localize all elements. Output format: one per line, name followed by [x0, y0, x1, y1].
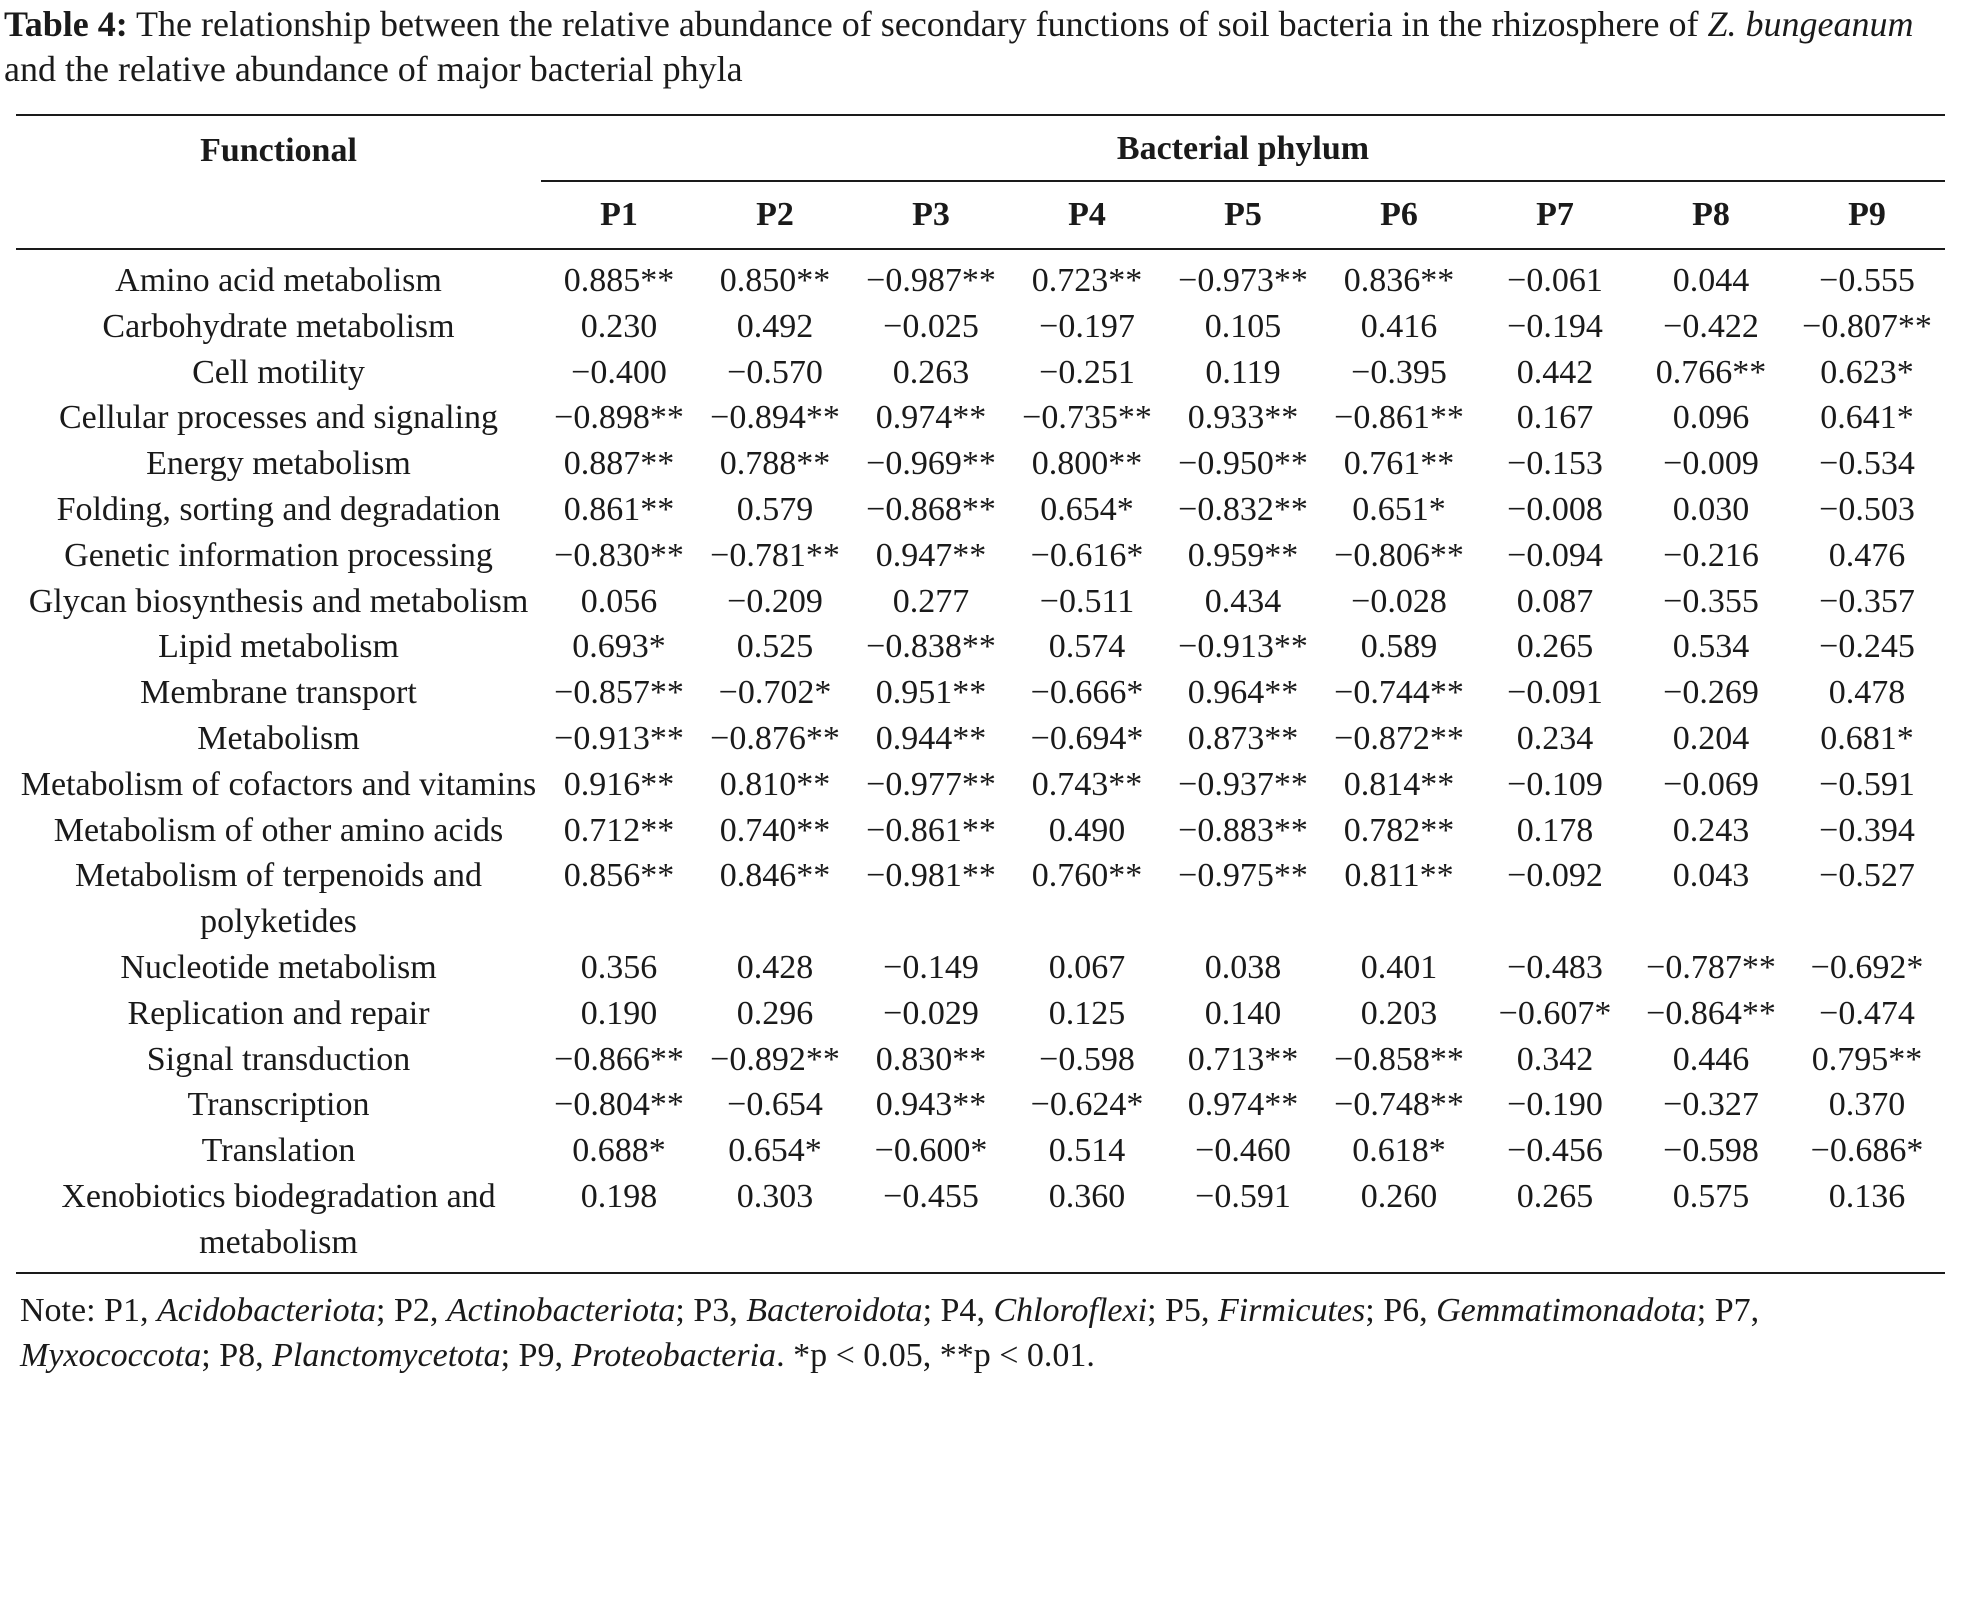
correlation-value-p9: 0.476	[1828, 536, 1906, 574]
correlation-value-p7: 0.342	[1516, 1040, 1594, 1078]
correlation-value-p6: 0.401	[1360, 948, 1438, 986]
correlation-value-p7: −0.092	[1507, 857, 1603, 895]
correlation-value-p4: 0.574	[1048, 628, 1126, 666]
correlation-value-p9: −0.807**	[1802, 307, 1932, 345]
caption-species: Z. bungeanum	[1707, 4, 1914, 44]
correlation-value-p7: 0.265	[1516, 628, 1594, 666]
table-row	[16, 853, 1945, 945]
table-row	[16, 1174, 1945, 1273]
caption-text-2: and the relative abundance of major bacterial phyla	[4, 49, 743, 89]
correlation-value-p5: 0.140	[1204, 994, 1282, 1032]
correlation-value-p9: −0.394	[1819, 811, 1915, 849]
table-note: Note: P1, Acidobacteriota; P2, Actinobacteriota; P3, Bacteroidota; P4, Chloroflexi; P5, Firmicutes; P6, Gemmatimonadota; P7, Myxococcota; P8, Planctomycetota; P9, Proteobacteria. *p < 0.05, **p < 0.01.	[20, 1291, 1760, 1374]
correlation-value-p3: −0.455	[853, 1174, 1009, 1273]
correlation-value-p5: −0.883**	[1178, 811, 1308, 849]
correlation-value-p4: 0.760**	[1031, 857, 1143, 895]
table-row	[16, 350, 1945, 396]
correlation-value-p8: −0.598	[1663, 1132, 1759, 1170]
correlation-value-p1: 0.688*	[572, 1132, 666, 1170]
table-row	[16, 945, 1945, 991]
correlation-value-p5: 0.933**	[1187, 399, 1299, 437]
correlation-value-p9: −0.474	[1819, 994, 1915, 1032]
correlation-value-p3: −0.981**	[866, 857, 996, 895]
correlation-value-p6: 0.651*	[1352, 490, 1446, 528]
correlation-value-p3: −0.987**	[866, 262, 996, 299]
correlation-value-p1: −0.857**	[554, 674, 684, 712]
table-row	[16, 991, 1945, 1037]
correlation-value-p3: 0.943**	[875, 1086, 987, 1124]
correlation-value-p8: −0.327	[1663, 1086, 1759, 1124]
function-label: Amino acid metabolism	[115, 262, 442, 299]
correlation-value-p1: −0.898**	[554, 399, 684, 437]
table-row	[16, 579, 1945, 625]
correlation-value-p4: 0.743**	[1031, 765, 1143, 803]
note-phylum-name: Proteobacteria	[571, 1336, 777, 1374]
table-row	[16, 624, 1945, 670]
correlation-value-p5: −0.460	[1195, 1132, 1291, 1170]
correlation-value-p7: −0.194	[1507, 307, 1603, 345]
page	[0, 2, 1961, 1378]
correlation-value-p4: −0.511	[1039, 582, 1135, 620]
function-label: Carbohydrate metabolism	[102, 307, 455, 345]
correlation-value-p2: 0.654*	[728, 1132, 822, 1170]
column-header-p5: P5	[1165, 182, 1321, 249]
correlation-value-p4: −0.735**	[1022, 399, 1152, 437]
correlation-value-p1: 0.356	[580, 948, 658, 986]
correlation-value-p5: 0.038	[1204, 948, 1282, 986]
correlation-value-p1: −0.866**	[554, 1040, 684, 1078]
column-header-p2: P2	[697, 182, 853, 249]
table-row	[16, 762, 1945, 808]
note-phylum-code: P2	[393, 1291, 430, 1329]
correlation-value-p2: −0.781**	[710, 536, 840, 574]
correlation-value-p3: 0.974**	[875, 399, 987, 437]
note-phylum-name: Myxococcota	[20, 1336, 202, 1374]
correlation-value-p1: 0.861**	[563, 490, 675, 528]
correlation-value-p7: 0.178	[1516, 811, 1594, 849]
phylum-group-rule	[541, 180, 1945, 182]
correlation-value-p4: 0.800**	[1031, 445, 1143, 483]
table-row	[16, 1037, 1945, 1083]
correlation-value-p9: −0.686*	[1810, 1132, 1924, 1170]
correlation-value-p7: −0.008	[1507, 490, 1603, 528]
correlation-value-p6: 0.589	[1360, 628, 1438, 666]
note-phylum-code: P5	[1165, 1291, 1201, 1329]
table-row	[16, 304, 1945, 350]
correlation-value-p7: −0.456	[1507, 1132, 1603, 1170]
column-header-p8: P8	[1633, 182, 1789, 249]
correlation-value-p9: −0.534	[1819, 445, 1915, 483]
correlation-value-p7: 0.167	[1516, 399, 1594, 437]
note-significance: *p < 0.05, **p < 0.01.	[784, 1336, 1095, 1374]
correlation-value-p8: −0.355	[1663, 582, 1759, 620]
table-body	[16, 249, 1945, 1273]
correlation-value-p3: −0.977**	[866, 765, 996, 803]
correlation-value-p3: 0.947**	[875, 536, 987, 574]
correlation-value-p1: 0.916**	[563, 765, 675, 803]
correlation-value-p7: 0.087	[1516, 582, 1594, 620]
correlation-value-p3: 0.263	[892, 353, 970, 391]
correlation-value-p3: −0.600*	[874, 1132, 988, 1170]
correlation-value-p4: −0.666*	[1030, 674, 1144, 712]
correlation-value-p9: −0.245	[1819, 628, 1915, 666]
correlation-value-p2: −0.892**	[710, 1040, 840, 1078]
correlation-value-p8: −0.422	[1663, 307, 1759, 345]
correlation-value-p2: 0.740**	[719, 811, 831, 849]
correlation-value-p3: −0.149	[883, 948, 979, 986]
correlation-value-p9: 0.795**	[1811, 1040, 1923, 1078]
function-label: Xenobiotics biodegradation and metabolism	[16, 1174, 541, 1273]
note-phylum-code: P4	[940, 1291, 977, 1329]
correlation-value-p1: 0.230	[580, 307, 658, 345]
correlation-value-p8: 0.446	[1672, 1040, 1750, 1078]
correlation-value-p5: 0.105	[1204, 307, 1282, 345]
correlation-value-p5: 0.713**	[1187, 1040, 1299, 1078]
function-label: Metabolism of other amino acids	[53, 811, 504, 849]
table-row	[16, 1128, 1945, 1174]
correlation-value-p9: −0.503	[1819, 490, 1915, 528]
correlation-value-p4: −0.624*	[1030, 1086, 1144, 1124]
note-phylum-code: P8	[219, 1336, 256, 1374]
correlation-value-p4: 0.490	[1048, 811, 1126, 849]
correlation-value-p3: −0.861**	[866, 811, 996, 849]
correlation-value-p7: 0.234	[1516, 719, 1594, 757]
correlation-value-p3: 0.277	[892, 582, 970, 620]
correlation-value-p6: −0.028	[1351, 582, 1447, 620]
correlation-value-p5: 0.119	[1205, 353, 1281, 391]
correlation-value-p2: 0.810**	[719, 765, 831, 803]
correlation-value-p1: 0.887**	[563, 445, 675, 483]
correlation-value-p3: −0.868**	[866, 490, 996, 528]
note-phylum-name: Acidobacteriota	[156, 1291, 377, 1329]
correlation-value-p2: −0.654	[727, 1086, 823, 1124]
correlation-value-p2: −0.570	[727, 353, 823, 391]
correlation-value-p6: −0.395	[1351, 353, 1447, 391]
function-label: Transcription	[187, 1086, 370, 1124]
correlation-value-p6: −0.744**	[1334, 674, 1464, 712]
column-header-p4: P4	[1009, 182, 1165, 249]
correlation-value-p4: −0.251	[1039, 353, 1135, 391]
correlation-value-p8: 0.044	[1672, 262, 1750, 299]
table-caption	[4, 2, 1945, 92]
note-phylum-code: P1	[104, 1291, 140, 1329]
function-label: Translation	[201, 1132, 356, 1170]
note-phylum-name: Firmicutes	[1217, 1291, 1366, 1329]
correlation-value-p8: −0.787**	[1646, 948, 1776, 986]
note-phylum-code: P3	[693, 1291, 730, 1329]
correlation-value-p2: −0.876**	[710, 719, 840, 757]
correlation-value-p7: −0.190	[1507, 1086, 1603, 1124]
note-phylum-code: P9	[518, 1336, 555, 1374]
correlation-value-p9: 0.623*	[1820, 353, 1914, 391]
function-label: Glycan biosynthesis and metabolism	[28, 582, 529, 620]
correlation-value-p9: 0.478	[1828, 674, 1906, 712]
note-phylum-name: Bacteroidota	[746, 1291, 923, 1329]
correlation-value-p3: −0.029	[883, 994, 979, 1032]
correlation-value-p5: 0.974**	[1187, 1086, 1299, 1124]
function-label: Metabolism	[197, 719, 360, 757]
correlation-value-p8: −0.216	[1663, 536, 1759, 574]
correlation-value-p1: 0.712**	[563, 811, 675, 849]
functional-header: Functional	[16, 115, 541, 249]
table-row	[16, 716, 1945, 762]
correlation-value-p2: 0.788**	[719, 445, 831, 483]
column-header-p3: P3	[853, 182, 1009, 249]
correlation-value-p7: −0.153	[1507, 445, 1603, 483]
correlation-value-p8: 0.534	[1672, 628, 1750, 666]
correlation-value-p8: 0.204	[1672, 719, 1750, 757]
correlation-value-p2: 0.850**	[719, 262, 831, 299]
correlation-value-p5: 0.964**	[1187, 674, 1299, 712]
caption-label: Table 4:	[4, 4, 128, 44]
note-phylum-name: Planctomycetota	[272, 1336, 501, 1374]
correlation-value-p2: 0.303	[697, 1174, 853, 1273]
correlation-value-p2: −0.894**	[710, 399, 840, 437]
correlation-value-p5: −0.937**	[1178, 765, 1308, 803]
correlation-value-p2: 0.525	[736, 628, 814, 666]
note-phylum-name: Gemmatimonadota	[1436, 1291, 1697, 1329]
correlation-value-p8: 0.096	[1672, 399, 1750, 437]
correlation-value-p7: −0.091	[1507, 674, 1603, 712]
correlation-value-p6: 0.761**	[1343, 445, 1455, 483]
correlation-value-p1: −0.400	[571, 353, 667, 391]
note-prefix: Note:	[20, 1291, 105, 1329]
correlation-value-p2: 0.579	[736, 490, 814, 528]
correlation-value-p2: 0.428	[736, 948, 814, 986]
correlation-value-p5: −0.973**	[1178, 262, 1308, 299]
correlation-value-p7: −0.607*	[1498, 994, 1612, 1032]
correlation-value-p3: −0.969**	[866, 445, 996, 483]
correlation-value-p6: 0.203	[1360, 994, 1438, 1032]
table-row	[16, 1082, 1945, 1128]
correlation-value-p4: −0.694*	[1030, 719, 1144, 757]
correlation-value-p2: 0.846**	[719, 857, 831, 895]
correlation-value-p5: −0.975**	[1178, 857, 1308, 895]
correlation-value-p7: −0.483	[1507, 948, 1603, 986]
correlation-value-p6: −0.872**	[1334, 719, 1464, 757]
correlation-value-p5: −0.913**	[1178, 628, 1308, 666]
function-label: Lipid metabolism	[158, 628, 399, 666]
function-label: Metabolism of terpenoids and polyketides	[75, 857, 482, 941]
correlation-value-p6: −0.861**	[1334, 399, 1464, 437]
column-header-p7: P7	[1477, 182, 1633, 249]
correlation-value-p9: 0.681*	[1820, 719, 1914, 757]
correlation-value-p6: 0.260	[1321, 1174, 1477, 1273]
function-label: Energy metabolism	[146, 445, 411, 483]
correlation-table	[16, 114, 1945, 1274]
note-phylum-code: P6	[1383, 1291, 1420, 1329]
column-header-p1: P1	[541, 182, 697, 249]
correlation-value-p6: −0.748**	[1334, 1086, 1464, 1124]
correlation-value-p1: −0.913**	[554, 719, 684, 757]
correlation-value-p8: 0.030	[1672, 490, 1750, 528]
correlation-value-p9: 0.136	[1789, 1174, 1945, 1273]
correlation-value-p4: 0.067	[1048, 948, 1126, 986]
correlation-value-p4: −0.197	[1039, 307, 1135, 345]
correlation-value-p4: 0.654*	[1040, 490, 1134, 528]
correlation-value-p6: 0.836**	[1343, 262, 1455, 299]
correlation-value-p4: 0.125	[1048, 994, 1126, 1032]
function-label: Cell motility	[192, 353, 365, 391]
function-label: Folding, sorting and degradation	[56, 490, 501, 528]
function-label: Metabolism of cofactors and vitamins	[20, 765, 537, 803]
correlation-value-p8: −0.009	[1663, 445, 1759, 483]
table-row	[16, 441, 1945, 487]
correlation-value-p6: 0.416	[1360, 307, 1438, 345]
function-label: Genetic information processing	[64, 536, 493, 574]
correlation-value-p1: 0.885**	[563, 262, 675, 299]
correlation-value-p2: −0.702*	[718, 674, 832, 712]
correlation-value-p5: −0.950**	[1178, 445, 1308, 483]
table-header	[16, 115, 1945, 249]
correlation-value-p3: 0.944**	[875, 719, 987, 757]
phylum-group-header	[541, 115, 1945, 182]
phylum-group-label: Bacterial phylum	[1116, 130, 1370, 168]
correlation-value-p4: −0.616*	[1030, 536, 1144, 574]
table-row	[16, 808, 1945, 854]
correlation-value-p8: 0.043	[1672, 857, 1750, 895]
correlation-value-p6: 0.814**	[1343, 765, 1455, 803]
correlation-value-p9: −0.527	[1819, 857, 1915, 895]
correlation-value-p6: 0.782**	[1343, 811, 1455, 849]
correlation-value-p9: −0.555	[1819, 262, 1915, 299]
caption-text-1: The relationship between the relative abundance of secondary functions of soil bacteria in the rhizosphere of	[127, 4, 1708, 44]
function-label: Nucleotide metabolism	[120, 948, 437, 986]
correlation-value-p4: 0.514	[1048, 1132, 1126, 1170]
correlation-value-p1: 0.056	[580, 582, 658, 620]
correlation-value-p3: 0.951**	[875, 674, 987, 712]
correlation-value-p7: −0.109	[1507, 765, 1603, 803]
correlation-value-p1: 0.693*	[572, 628, 666, 666]
correlation-value-p7: 0.442	[1516, 353, 1594, 391]
correlation-value-p3: −0.025	[883, 307, 979, 345]
correlation-value-p1: −0.830**	[554, 536, 684, 574]
correlation-value-p6: 0.618*	[1352, 1132, 1446, 1170]
correlation-value-p6: 0.811**	[1344, 857, 1454, 895]
correlation-value-p2: −0.209	[727, 582, 823, 620]
column-header-p9: P9	[1789, 182, 1945, 249]
correlation-value-p6: −0.806**	[1334, 536, 1464, 574]
note-phylum-code: P7	[1714, 1291, 1751, 1329]
correlation-value-p8: 0.575	[1633, 1174, 1789, 1273]
correlation-value-p2: 0.296	[736, 994, 814, 1032]
correlation-value-p9: −0.692*	[1810, 948, 1924, 986]
correlation-value-p1: 0.190	[580, 994, 658, 1032]
correlation-value-p7: −0.094	[1507, 536, 1603, 574]
correlation-value-p9: −0.591	[1819, 765, 1915, 803]
correlation-value-p4: 0.723**	[1031, 262, 1143, 299]
correlation-value-p9: −0.357	[1819, 582, 1915, 620]
note-phylum-name: Actinobacteriota	[446, 1291, 676, 1329]
correlation-value-p3: 0.830**	[875, 1040, 987, 1078]
correlation-value-p8: −0.269	[1663, 674, 1759, 712]
note-phylum-name: Chloroflexi	[993, 1291, 1148, 1329]
correlation-value-p6: −0.858**	[1334, 1040, 1464, 1078]
table-row	[16, 395, 1945, 441]
correlation-value-p7: 0.265	[1477, 1174, 1633, 1273]
correlation-value-p8: −0.864**	[1646, 994, 1776, 1032]
table-row	[16, 249, 1945, 304]
correlation-value-p8: 0.243	[1672, 811, 1750, 849]
correlation-value-p7: −0.061	[1507, 262, 1603, 299]
correlation-value-p1: −0.804**	[554, 1086, 684, 1124]
correlation-value-p1: 0.198	[541, 1174, 697, 1273]
correlation-value-p5: 0.434	[1204, 582, 1282, 620]
correlation-value-p8: −0.069	[1663, 765, 1759, 803]
correlation-value-p8: 0.766**	[1655, 353, 1767, 391]
function-label: Signal transduction	[146, 1040, 411, 1078]
function-label: Cellular processes and signaling	[58, 399, 499, 437]
correlation-value-p2: 0.492	[736, 307, 814, 345]
table-row	[16, 533, 1945, 579]
correlation-value-p1: 0.856**	[563, 857, 675, 895]
column-header-p6: P6	[1321, 182, 1477, 249]
correlation-value-p5: −0.591	[1165, 1174, 1321, 1273]
function-label: Membrane transport	[140, 674, 417, 712]
table-row	[16, 487, 1945, 533]
correlation-value-p9: 0.641*	[1820, 399, 1914, 437]
correlation-value-p4: −0.598	[1039, 1040, 1135, 1078]
function-label: Replication and repair	[127, 994, 430, 1032]
correlation-value-p3: −0.838**	[866, 628, 996, 666]
correlation-value-p5: −0.832**	[1178, 490, 1308, 528]
correlation-value-p5: 0.873**	[1187, 719, 1299, 757]
correlation-value-p4: 0.360	[1009, 1174, 1165, 1273]
correlation-value-p9: 0.370	[1828, 1086, 1906, 1124]
correlation-value-p5: 0.959**	[1187, 536, 1299, 574]
table-row	[16, 670, 1945, 716]
